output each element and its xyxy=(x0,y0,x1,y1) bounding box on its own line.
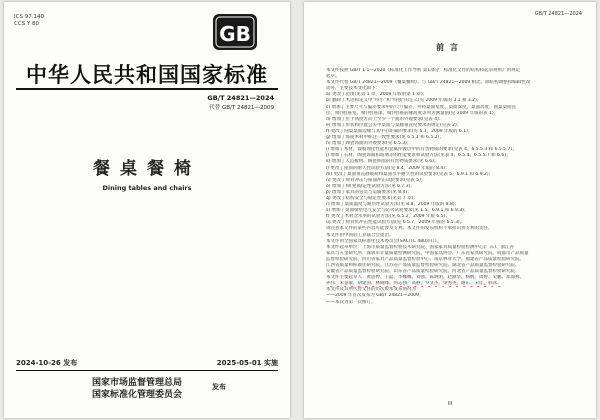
ics-code: ICS 97.140 xyxy=(14,14,44,20)
foreword-line: l) 更改了座面的耐久性试验方法(见 8.4，2009 年版的 8.4)； xyxy=(326,165,450,171)
foreword-line: 本文件起草单位：上海市质量监督检验技术研究院、国家家具质量检验检测中心(广东)、浙江省 xyxy=(326,244,515,250)
footer-divider xyxy=(16,370,278,371)
replaces-note: 代替 GB/T 24821—2009 xyxy=(209,105,274,111)
foreword-line: u) 更改了椅背抗冲击性能试验方法(见 6.5.7，2009 年版的 6.5.3)。 xyxy=(326,220,465,226)
implement-date: 2025-05-01 实施 xyxy=(216,359,278,367)
foreword-line: 起草。 xyxy=(326,74,340,80)
classification-codes xyxy=(14,14,44,28)
foreword-line: 请注意本文件的某些内容可能涉及专利。本文件的发布机构不承担识别专利的责任。 xyxy=(326,226,493,232)
svg-text:GB: GB xyxy=(219,22,251,46)
foreword-line: 本文件代替 GB/T 24821—2009《餐桌餐椅》。与 GB/T 24821—2009 相比，除结构调整和编辑性改 xyxy=(326,80,531,86)
foreword-line: f) 更改了圆桌桌面边缘与其中心距离的要求(见 6.1，2009 年版的 6.1)； xyxy=(326,128,473,134)
foreword-line: i) 增加了木材、漆膜理化性能和金属件镀层中的有害物质的要求(见表 4、6.5.5.3 和 6.5.5.7)； xyxy=(326,147,517,153)
cover-page xyxy=(4,2,290,418)
foreword-line: s) 增加了桌面椅垫电气安全与防火试验要求(见 1.5、6.9.1 和 6.9.3)； xyxy=(326,208,469,214)
foreword-line: j) 增加了石材、陶瓷饰面和玻璃等的性能要求和试验方法(见表 4、6.5.4、6.5.5.7 和 6.6)； xyxy=(326,153,511,159)
standard-number: GB/T 24821—2024 xyxy=(207,94,274,102)
issuing-authority xyxy=(92,377,182,401)
foreword-body xyxy=(326,68,578,306)
foreword-line: 动外，主要技术变化如下： xyxy=(326,86,380,92)
ccs-code: CCS Y 80 xyxy=(14,21,40,27)
national-standard-title: 中华人民共和国国家标准 xyxy=(26,62,268,87)
foreword-line: 本文件及其所代替文件的历次版本发布情况为： xyxy=(326,287,421,293)
foreword-line: 江西省质量和标准化研究院、江苏省产品质量监督检验研究院、湖北省产品质量监督检验研究院、 xyxy=(326,263,520,268)
foreword-line: p) 增加了家具的包装与运输要求(见 8.4)； xyxy=(326,189,412,195)
foreword-line: q) 更改了结构安全与稳定性要求(见第 7 章)； xyxy=(326,195,418,201)
foreword-line: r) 增加了桌面温度与耐热性试验方法(见 8.8、2009 年版的 8.8)； xyxy=(326,202,460,208)
title-divider xyxy=(16,88,278,90)
gb-logo-icon xyxy=(211,12,259,52)
foreword-line: a) 更改了范围(见第 1 章，2009 年版的第 1 章)； xyxy=(326,92,428,98)
foreword-line: ——本次为第一次修订。 xyxy=(326,299,376,305)
foreword-line: d) 增加了位于高度方向上至少一个面的外观要求(见表 4)； xyxy=(326,116,444,122)
foreword-line: 监督检验研究院、四川省家具产品质量监督检验中心、南京林业大学、福建省产品质量检验研究院、 xyxy=(326,256,524,262)
issuer-samr: 国家市场监督管理总局 xyxy=(92,378,183,388)
foreword-line: t) 更改了木材含水率的试验方法(见 6.5.2，2009 年版 6.5)； xyxy=(326,214,450,220)
foreword-title: 前言 xyxy=(436,43,464,52)
foreword-line: k) 增加了人造板材、陶瓷饰面的有害物质要求(见 6.6)； xyxy=(326,159,439,165)
foreword-line: 本文件按照 GB/T 1.1—2020《标准化工作导则 第1部分：标准化文件的结构和起草规则》的规定 xyxy=(326,68,521,73)
foreword-line: b) 删除了术语和定义中“特小”和“特强”的定义(见 2009 年版的 3.1 和 3.2)； xyxy=(326,98,482,104)
foreword-line: e) 增加了形状和位置公差中桌面与桌腿垂直度要求的规定(见表 2)； xyxy=(326,122,462,128)
foreword-line: g) 增加了饰面木材中标注一致性要求(见 6.5.1 和 6.5.2)； xyxy=(326,135,444,141)
foreword-line: o) 增加了椅(凳)稳定性试验方法(见 6.7.3)； xyxy=(326,183,415,189)
foreword-line: 孙伟、朱慧敏、胡建国、林晓峰、何志强、高静、罗文杰、梁秀英、谢东、宋佳、韩冰。 xyxy=(326,281,502,287)
publish-date: 2024-10-26 发布 xyxy=(16,359,78,367)
foreword-line: m) 更改了桌面垂直静载荷和桌面水平耐久性的试验要求(见表 5、6.9.1 和 6.9.2)； xyxy=(326,171,494,177)
foreword-line: 安徽省产品质量监督检验研究院、山东省产品质量检验研究院、河北省产品质量监督检验研究院。 xyxy=(326,269,520,275)
foreword-line: 本文件由中国轻工业联合会提出。 xyxy=(326,232,394,238)
foreword-line: 本文件主要起草人：黄思婷、王磊、李娜娜、刘强、陈晓明、赵丽华、杨帆、周婷、吴鹏、郑海燕、 xyxy=(326,275,524,281)
issue-label: 发布 xyxy=(212,383,226,391)
foreword-line: h) 增加了陶瓷饰面的外观要求(见 6.5.3)； xyxy=(326,141,412,147)
foreword-line: n) 更改了椅背冲击与座面冲击试验要求(见表 5)； xyxy=(326,177,426,183)
issuer-sac: 国家标准化管理委员会 xyxy=(92,390,183,400)
standard-title-en: Dining tables and chairs xyxy=(102,184,192,192)
foreword-line: ——2009 年首次发布为 GB/T 24821—2009； xyxy=(326,293,424,299)
foreword-line: 家具与五金研究所、深圳市计量质量检测研究院、中国家具协会、广东省家具研究院、成都市产品质量 xyxy=(326,250,529,256)
foreword-line: 本文件由全国家具标准化技术委员会(SAC/TC 480)归口。 xyxy=(326,238,442,244)
running-header: GB/T 24821—2024 xyxy=(534,11,582,17)
standard-title-cn: 餐桌餐椅 xyxy=(93,159,201,179)
foreword-line: c) 增加了主要尺寸与偏差要求中的尺寸偏差，并将桌面宽度、桌面深度、桌面高度、圆桌桌面直 xyxy=(326,104,517,110)
foreword-page xyxy=(304,2,596,418)
foreword-line: 径、椅(凳)座宽、椅(凳)座深、椅(凳)座前缘高度等列为测量值(见 2009 年版的表 1)； xyxy=(326,110,499,116)
page-number: III xyxy=(447,401,453,407)
